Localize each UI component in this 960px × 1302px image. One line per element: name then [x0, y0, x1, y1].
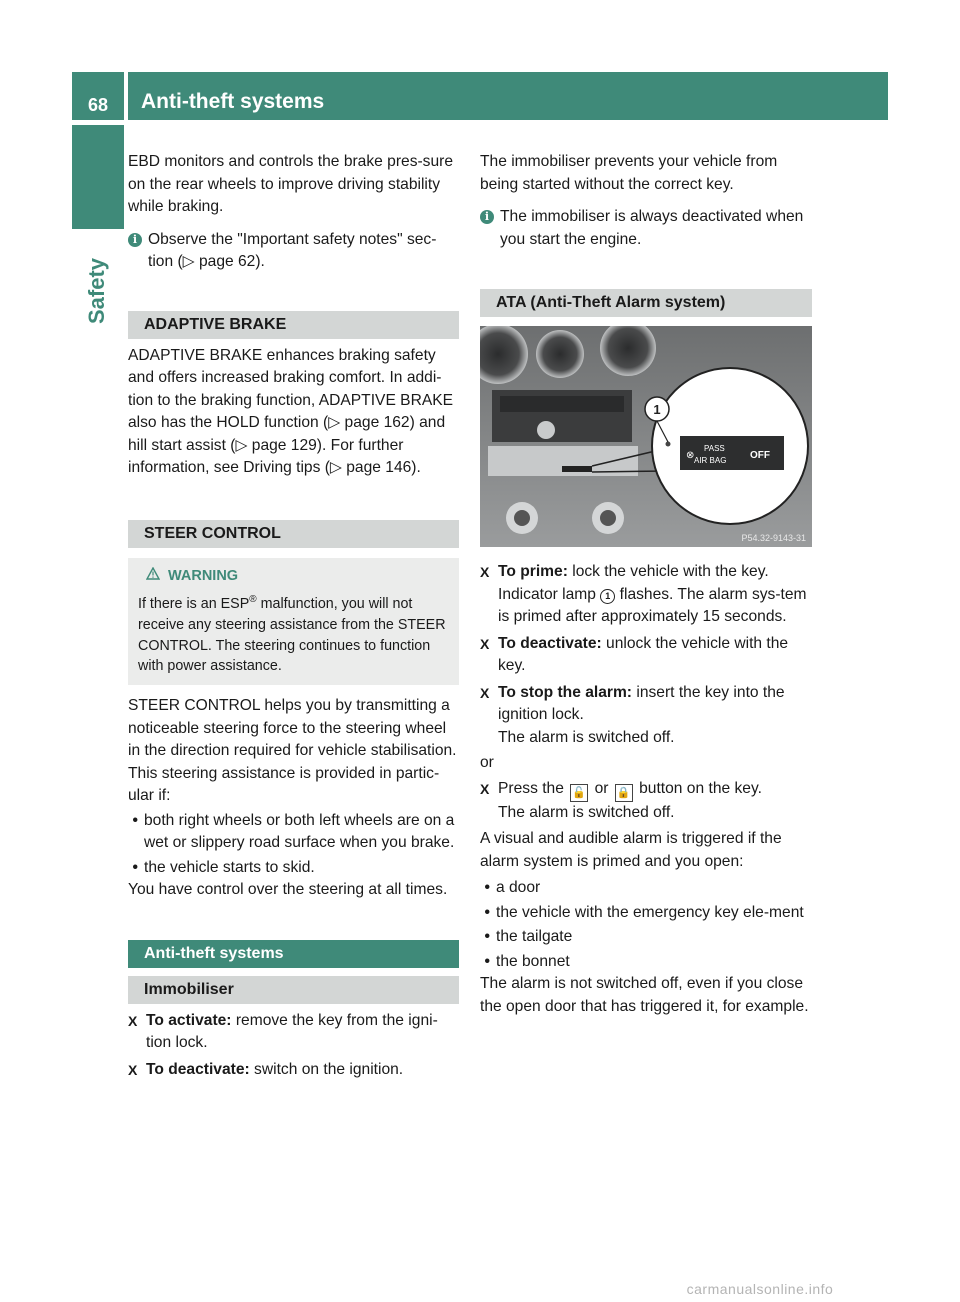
- page-header-title: Anti-theft systems: [128, 72, 888, 120]
- warning-triangle-icon: [146, 566, 160, 587]
- side-tab-label: Safety: [84, 257, 109, 324]
- steer-control-text3: You have control over the steering at all times.: [128, 881, 448, 899]
- ata-step-deactivate: X To deactivate: unlock the vehicle with the key.: [480, 633, 812, 678]
- warning-title: WARNING: [168, 567, 239, 584]
- adaptive-brake-text: ADAPTIVE BRAKE enhances braking safety and offers increased braking comfort. In addi-tion to the braking function, ADAPTIVE BRAKE also has the HOLD function (▷ page 162) and hill start assist (▷ page 129). For further information, see Driving tips (▷ page 146).: [128, 346, 454, 476]
- list-item: • the vehicle with the emergency key ele-ment: [484, 903, 804, 921]
- left-column: [128, 151, 459, 1081]
- watermark: carmanualsonline.info: [686, 1281, 834, 1297]
- right-column: [480, 151, 812, 1018]
- info-icon: i: [480, 210, 494, 224]
- immobiliser-step-activate: X To activate: remove the key from the igni-tion lock.: [128, 1010, 459, 1055]
- side-tab-marker: [72, 125, 124, 229]
- list-item: • the tailgate: [484, 928, 573, 945]
- figure-code: P54.32-9143-31: [741, 533, 806, 543]
- adaptive-brake-heading: ADAPTIVE BRAKE: [128, 311, 459, 339]
- immobiliser-step-deactivate: X To deactivate: switch on the ignition.: [128, 1059, 459, 1082]
- ebd-note: [128, 229, 459, 274]
- panel-off-label: OFF: [750, 450, 770, 461]
- step-arrow-icon: X: [128, 1012, 138, 1029]
- callout-1-icon: 1: [600, 589, 615, 604]
- ata-heading: ATA (Anti-Theft Alarm system): [480, 289, 812, 317]
- step-arrow-icon: X: [480, 780, 490, 797]
- ata-text1: A visual and audible alarm is triggered if the alarm system is primed and you open:: [480, 830, 782, 870]
- list-item: • the bonnet: [484, 952, 570, 970]
- step-arrow-icon: X: [128, 1061, 138, 1078]
- ata-text2: The alarm is not switched off, even if you close the open door that has triggered it, for example.: [480, 975, 809, 1015]
- step-arrow-icon: X: [480, 564, 490, 580]
- immobiliser-text: The immobiliser prevents your vehicle from being started without the correct key.: [480, 153, 778, 193]
- panel-airbag-label: AIR BAG: [694, 456, 727, 465]
- immobiliser-note-text: The immobiliser is always deactivated when you start the engine.: [500, 208, 804, 248]
- dashboard-photo: [480, 326, 812, 547]
- step-arrow-icon: X: [480, 635, 490, 652]
- ata-step-press-button: X Press the 🔓 or 🔒 button on the key. The alarm is switched off.: [480, 778, 812, 825]
- ebd-note-text: Observe the "Important safety notes" sec-tion (▷ page 62).: [148, 230, 437, 270]
- steer-control-text1: STEER CONTROL helps you by transmitting a noticeable steering force to the steering wheel in the direction required for vehicle stabilisation.: [128, 697, 457, 760]
- figure-callout-1: 1: [653, 402, 661, 417]
- steer-control-heading: STEER CONTROL: [128, 520, 459, 548]
- ata-figure: [480, 326, 812, 547]
- airbag-symbol-icon: ⊗: [686, 450, 695, 461]
- warning-text: If there is an ESP® malfunction, you will not receive any steering assistance from the STEER CONTROL. The steering continues to function with power assistance.: [138, 594, 446, 675]
- ata-step-prime: X To prime: lock the vehicle with the key. Indicator lamp 1 flashes. The alarm sys-tem is primed after approximately 15 seconds.: [480, 561, 812, 629]
- info-icon: i: [128, 233, 142, 247]
- lock-key-icon: 🔒: [615, 784, 633, 802]
- list-item: • both right wheels or both left wheels are on a wet or slippery road surface when you brake.: [132, 811, 455, 852]
- or-text: or: [480, 754, 494, 771]
- steer-control-text2: This steering assistance is provided in partic-ular if:: [128, 764, 440, 805]
- list-item: • the vehicle starts to skid.: [132, 858, 315, 876]
- warning-header: [138, 566, 449, 587]
- panel-pass-label: PASS: [704, 444, 725, 453]
- list-item: • a door: [484, 879, 541, 896]
- unlock-key-icon: 🔓: [570, 784, 588, 802]
- immobiliser-heading: Immobiliser: [128, 976, 459, 1004]
- page-number: 68: [72, 72, 124, 120]
- ata-step-stop-alarm: X To stop the alarm: insert the key into the ignition lock. The alarm is switched off.: [480, 682, 812, 750]
- ebd-text: EBD monitors and controls the brake pres-sure on the rear wheels to improve driving stability while braking.: [128, 153, 454, 215]
- anti-theft-heading: Anti-theft systems: [128, 940, 459, 968]
- immobiliser-note: [480, 206, 812, 251]
- step-arrow-icon: X: [480, 684, 490, 701]
- warning-box: [128, 558, 459, 686]
